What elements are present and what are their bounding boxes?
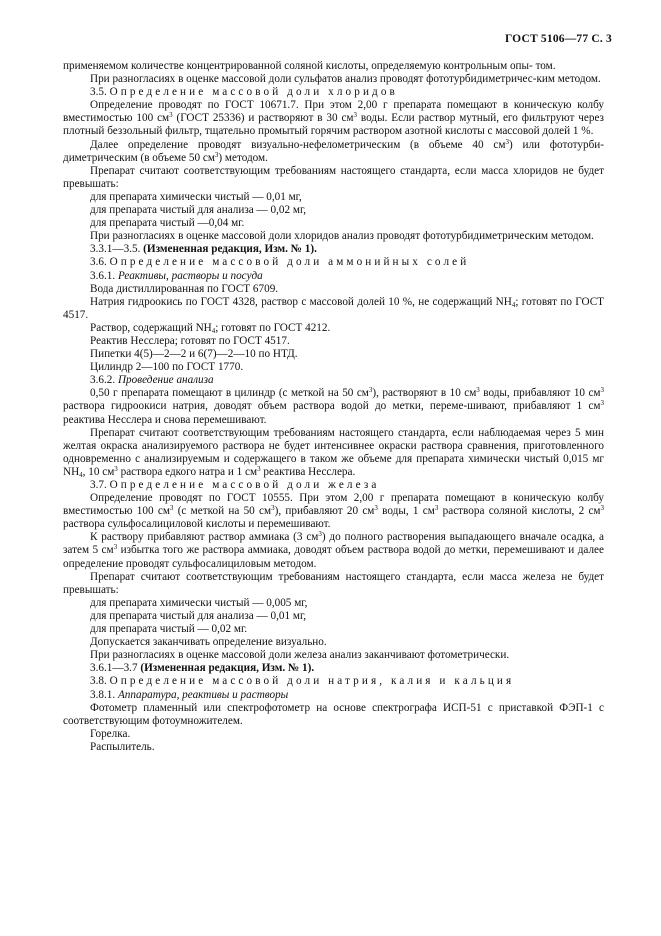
paragraph-iron-method: Определение проводят по ГОСТ 10555. При этом 2,00 г препарата помещают в коническую колбу вместимостью 100 $см^3$ (с меткой на 50 $см^3$), прибавляют 20 $см^3$ воды, 1 $см^3$ раствора соляной кислоты, 2 $см^3$ раствора сульфосалициловой кислоты и перемешивают. <box>63 492 605 531</box>
reagent-nh4-solution: Раствор, содержащий $NH_4$; готовят по ГОСТ 4212. <box>90 321 331 335</box>
list-item-iron-1: для препарата химически чистый — 0,005 мг, <box>90 596 308 609</box>
reagent-naoh: Натрия гидроокись по ГОСТ 4328, раствор с массовой долей 10 %, не содержащий $NH_4$; готовят по ГОСТ 4517. <box>63 295 604 321</box>
equipment-cylinder: Цилиндр 2—100 по ГОСТ 1770. <box>90 361 244 374</box>
list-item-chlorides-3: для препарата чистый —0,04 мг. <box>90 217 245 230</box>
subsection-heading-apparatus: 3.8.1. Аппаратура, реактивы и растворы <box>90 688 289 701</box>
equipment-burner: Горелка. <box>90 727 131 740</box>
paragraph-photometer: Фотометр пламенный или спектрофотометр на основе спектрографа ИСП-51 с приставкой ФЭП-1 с соответствующим фотоумножителем. <box>63 701 604 727</box>
paragraph-iron-limit: Препарат считают соответствующим требованиям настоящего стандарта, если масса железа не будет превышать: <box>63 570 605 596</box>
section-heading-iron: 3.7. Определение массовой доли железа <box>90 479 380 491</box>
list-item-iron-2: для препарата чистый для анализа — 0,01 мг, <box>90 609 307 622</box>
list-item-chlorides-1: для препарата химически чистый — 0,01 мг, <box>90 190 302 203</box>
paragraph-chlorides-further: Далее определение проводят визуально-нефелометрическим (в объеме 40 $см^3$) или фототурби-диметрическим (в объеме 50 $см^3$) методом. <box>63 137 605 164</box>
list-item-iron-3: для препарата чистый — 0,02 мг. <box>90 623 248 636</box>
paragraph-ammonium-limit: Препарат считают соответствующим требованиям настоящего стандарта, если наблюдаемая через 5 мин желтая окраска анализируемого раствора не будет интенсивнее окраски раствора сравнения, приготовленного одновременно с анализируемым и содержащего в таком же объеме для препарата химически чистый 0,015 мг $NH_4$, 10 $см^3$ раствора едкого натра и 1 $см^3$ реактива Несслера. <box>63 426 605 479</box>
reagent-water: Вода дистиллированная по ГОСТ 6709. <box>90 282 279 295</box>
paragraph-chlorides-dispute: При разногласиях в оценке массовой доли хлоридов анализ проводят фототурбидиметрическим методом. <box>90 230 594 243</box>
section-heading-chlorides: 3.5. Определение массовой доли хлоридов <box>90 86 398 99</box>
amendment-note-1: 3.3.1—3.5. (Измененная редакция, Изм. № 1). <box>90 243 317 256</box>
section-heading-na-k-ca: 3.8. Определение массовой доли натрия, калия и кальция <box>90 675 515 688</box>
paragraph-continuation: применяемом количестве концентрированной соляной кислоты, определяемую контрольным опы- том. <box>63 60 556 72</box>
equipment-sprayer: Распылитель. <box>90 740 155 753</box>
list-item-chlorides-2: для препарата чистый для анализа — 0,02 мг, <box>90 204 307 217</box>
subsection-heading-reagents: 3.6.1. Реактивы, растворы и посуда <box>90 269 263 282</box>
paragraph-iron-visual: Допускается заканчивать определение визуально. <box>90 636 327 649</box>
paragraph-chlorides-method: Определение проводят по ГОСТ 10671.7. При этом 2,00 г препарата помещают в коническую колбу вместимостью 100 $см^3$ (ГОСТ 25336) и растворяют в 30 $см^3$ воды. Если раствор мутный, его фильтруют через плотный беззольный фильтр, тщательно промытый горячим раствором азотной кислоты с массовой долей 1 %. <box>63 99 604 138</box>
section-heading-ammonium: 3.6. Определение массовой доли аммонийных солей <box>90 256 470 269</box>
reagent-nessler: Реактив Несслера; готовят по ГОСТ 4517. <box>90 334 290 347</box>
paragraph-iron-ammonia: К раствору прибавляют раствор аммиака (3 $см^3$) до полного растворения выпадающего вначале осадка, а затем 5 $см^3$ избытка того же раствора аммиака, доводят объем раствора водой до метки, перемешивают и далее определение проводят сульфосалициловым методом. <box>63 530 605 570</box>
amendment-note-2: 3.6.1—3.7 (Измененная редакция, Изм. № 1). <box>90 662 315 675</box>
paragraph-sulfates-dispute: При разногласиях в оценке массовой доли сульфатов анализ проводят фототурбидиметричес-ким методом. <box>90 73 601 86</box>
paragraph-chlorides-limit: Препарат считают соответствующим требованиям настоящего стандарта, если масса хлоридов не будет превышать: <box>63 164 605 190</box>
subsection-heading-analysis: 3.6.2. Проведение анализа <box>90 374 214 387</box>
page-header: ГОСТ 5106—77 С. 3 <box>504 33 612 45</box>
paragraph-iron-dispute: При разногласиях в оценке массовой доли железа анализ заканчивают фотометрически. <box>90 649 510 662</box>
paragraph-ammonium-procedure: 0,50 г препарата помещают в цилиндр (с меткой на 50 $см^3$), растворяют в 10 $см^3$ воды, прибавляют 10 $см^3$ раствора гидроокиси натрия, доводят объем раствора водой до метки, переме-шивают, прибавляют 1 $см^3$ реактива Несслера и снова перемешивают. <box>63 386 605 426</box>
equipment-pipettes: Пипетки 4(5)—2—2 и 6(7)—2—10 по НТД. <box>90 348 298 361</box>
document-body <box>63 60 604 754</box>
